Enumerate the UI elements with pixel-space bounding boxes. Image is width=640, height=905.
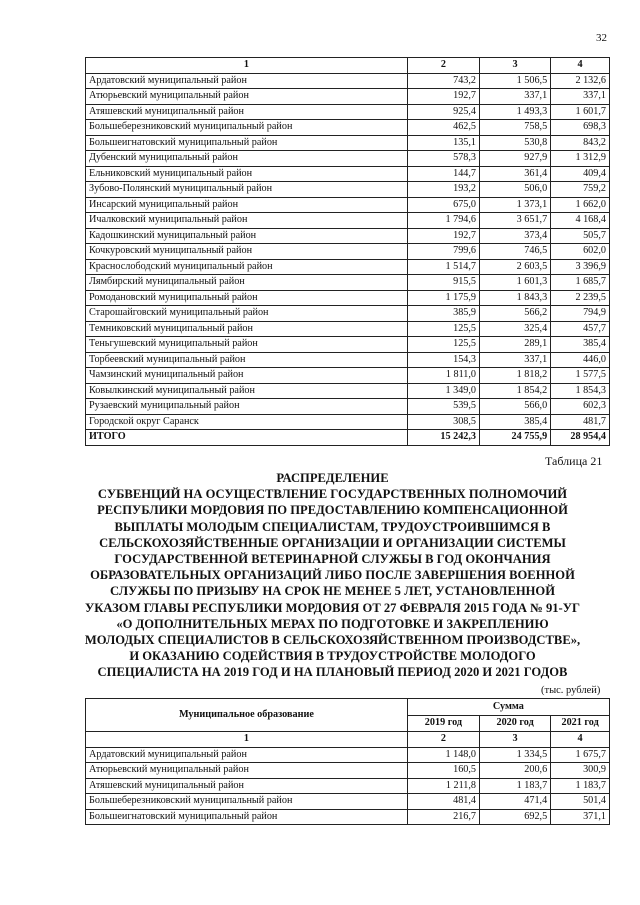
municipality-name: Краснослободский муниципальный район	[86, 259, 408, 275]
amount-cell: 2 132,6	[551, 73, 610, 89]
municipality-name: Торбеевский муниципальный район	[86, 352, 408, 368]
table-row	[86, 166, 610, 182]
table-row	[86, 104, 610, 120]
amount-cell: 799,6	[407, 244, 479, 260]
column-number: 1	[86, 58, 408, 74]
amount-cell: 135,1	[407, 135, 479, 151]
column-number: 3	[480, 58, 551, 74]
column-number: 4	[551, 58, 610, 74]
total-row	[86, 430, 610, 446]
amount-cell: 144,7	[407, 166, 479, 182]
units-label: (тыс. рублей)	[541, 685, 601, 696]
municipality-name: Ичалковский муниципальный район	[86, 213, 408, 229]
amount-cell: 566,2	[480, 306, 551, 322]
amount-cell: 602,0	[551, 244, 610, 260]
amount-cell: 446,0	[551, 352, 610, 368]
heading-line: РЕСПУБЛИКИ МОРДОВИЯ ПО ПРЕДОСТАВЛЕНИЮ КОМПЕНСАЦИОННОЙ	[97, 503, 568, 518]
municipality-name: Кочкуровский муниципальный район	[86, 244, 408, 260]
amount-cell: 481,7	[551, 414, 610, 430]
total-amount: 24 755,9	[480, 430, 551, 446]
amount-cell: 125,5	[407, 337, 479, 353]
amount-cell: 2 603,5	[480, 259, 551, 275]
page-number: 32	[596, 32, 607, 44]
amount-cell: 1 183,7	[551, 778, 610, 794]
municipality-name: Атяшевский муниципальный район	[86, 104, 408, 120]
heading-title: РАСПРЕДЕЛЕНИЕ	[276, 471, 389, 485]
table-row	[86, 778, 610, 794]
amount-cell: 1 506,5	[480, 73, 551, 89]
amount-cell: 1 675,7	[551, 747, 610, 763]
table-row	[86, 213, 610, 229]
amount-cell: 1 211,8	[407, 778, 479, 794]
table-row	[86, 259, 610, 275]
table-row	[86, 352, 610, 368]
sum-header: Сумма	[407, 699, 609, 716]
amount-cell: 1 854,3	[551, 383, 610, 399]
column-number-row	[86, 58, 610, 74]
table-body	[86, 747, 610, 825]
municipality-name: Дубенский муниципальный район	[86, 151, 408, 167]
amount-cell: 1 662,0	[551, 197, 610, 213]
total-amount: 28 954,4	[551, 430, 610, 446]
amount-cell: 1 373,1	[480, 197, 551, 213]
amount-cell: 915,5	[407, 275, 479, 291]
municipality-name: Большеберезниковский муниципальный район	[86, 794, 408, 810]
amount-cell: 216,7	[407, 809, 479, 825]
heading-line: МОЛОДЫХ СПЕЦИАЛИСТОВ В СЕЛЬСКОХОЗЯЙСТВЕННОМ ПРОИЗВОДСТВЕ»,	[84, 633, 581, 648]
heading-line: ГОСУДАРСТВЕННОЙ ВЕТЕРИНАРНОЙ СЛУЖБЫ В ГОД ОКОНЧАНИЯ	[114, 552, 551, 567]
table-body	[86, 73, 610, 445]
municipality-name: Ардатовский муниципальный район	[86, 747, 408, 763]
amount-cell: 125,5	[407, 321, 479, 337]
amount-cell: 602,3	[551, 399, 610, 415]
amount-cell: 692,5	[480, 809, 551, 825]
amount-cell: 758,5	[480, 120, 551, 136]
amount-cell: 1 601,7	[551, 104, 610, 120]
amount-cell: 1 685,7	[551, 275, 610, 291]
table-row	[86, 368, 610, 384]
amount-cell: 337,1	[551, 89, 610, 105]
table-row	[86, 321, 610, 337]
municipality-name: Зубово-Полянский муниципальный район	[86, 182, 408, 198]
heading-line: СПЕЦИАЛИСТА НА 2019 ГОД И НА ПЛАНОВЫЙ ПЕРИОД 2020 И 2021 ГОДОВ	[97, 665, 568, 680]
amount-cell: 385,4	[551, 337, 610, 353]
table-row	[86, 120, 610, 136]
amount-cell: 566,0	[480, 399, 551, 415]
municipality-name: Атяшевский муниципальный район	[86, 778, 408, 794]
amount-cell: 1 514,7	[407, 259, 479, 275]
table-row	[86, 228, 610, 244]
amount-cell: 325,4	[480, 321, 551, 337]
amount-cell: 4 168,4	[551, 213, 610, 229]
heading-line: СЛУЖБЫ ПО ПРИЗЫВУ НА СРОК НЕ МЕНЕЕ 5 ЛЕТ, УСТАНОВЛЕННОЙ	[109, 584, 556, 599]
amount-cell: 505,7	[551, 228, 610, 244]
column-number: 2	[407, 732, 479, 748]
year-header: 2021 год	[551, 715, 610, 732]
table-row	[86, 275, 610, 291]
municipality-name: Большеигнатовский муниципальный район	[86, 135, 408, 151]
amount-cell: 501,4	[551, 794, 610, 810]
table-row	[86, 182, 610, 198]
amount-cell: 192,7	[407, 228, 479, 244]
municipality-header: Муниципальное образование	[86, 699, 408, 732]
total-label: ИТОГО	[86, 430, 408, 446]
column-number: 2	[407, 58, 479, 74]
table-row	[86, 383, 610, 399]
amount-cell: 1 794,6	[407, 213, 479, 229]
municipality-name: Лямбирский муниципальный район	[86, 275, 408, 291]
municipality-name: Ардатовский муниципальный район	[86, 73, 408, 89]
amount-cell: 200,6	[480, 763, 551, 779]
table-row	[86, 290, 610, 306]
amount-cell: 3 396,9	[551, 259, 610, 275]
table-row	[86, 414, 610, 430]
amount-cell: 578,3	[407, 151, 479, 167]
amount-cell: 1 601,3	[480, 275, 551, 291]
heading-line: ВЫПЛАТЫ МОЛОДЫМ СПЕЦИАЛИСТАМ, ТРУДОУСТРОИВШИМСЯ В	[114, 519, 551, 534]
amount-cell: 1 854,2	[480, 383, 551, 399]
amount-cell: 337,1	[480, 89, 551, 105]
table-label: Таблица 21	[545, 454, 603, 468]
amount-cell: 361,4	[480, 166, 551, 182]
column-number: 4	[551, 732, 610, 748]
municipality-name: Рузаевский муниципальный район	[86, 399, 408, 415]
table-row	[86, 135, 610, 151]
amount-cell: 462,5	[407, 120, 479, 136]
amount-cell: 743,2	[407, 73, 479, 89]
amount-cell: 759,2	[551, 182, 610, 198]
amount-cell: 1 349,0	[407, 383, 479, 399]
amount-cell: 1 334,5	[480, 747, 551, 763]
amount-cell: 160,5	[407, 763, 479, 779]
amount-cell: 300,9	[551, 763, 610, 779]
amount-cell: 506,0	[480, 182, 551, 198]
amount-cell: 385,9	[407, 306, 479, 322]
amount-cell: 1 175,9	[407, 290, 479, 306]
municipality-name: Старошайговский муниципальный район	[86, 306, 408, 322]
amount-cell: 1 843,3	[480, 290, 551, 306]
year-header: 2020 год	[480, 715, 551, 732]
amount-cell: 371,1	[551, 809, 610, 825]
heading-line: СЕЛЬСКОХОЗЯЙСТВЕННЫЕ ОРГАНИЗАЦИИ И ОРГАНИЗАЦИИ СИСТЕМЫ	[99, 535, 566, 550]
amount-cell: 539,5	[407, 399, 479, 415]
amount-cell: 927,9	[480, 151, 551, 167]
municipality-name: Атюрьевский муниципальный район	[86, 89, 408, 105]
municipality-name: Кадошкинский муниципальный район	[86, 228, 408, 244]
heading-line: УКАЗОМ ГЛАВЫ РЕСПУБЛИКИ МОРДОВИЯ ОТ 27 ФЕВРАЛЯ 2015 ГОДА № 91-УГ	[84, 600, 581, 615]
amount-cell: 373,4	[480, 228, 551, 244]
amount-cell: 1 493,3	[480, 104, 551, 120]
amount-cell: 794,9	[551, 306, 610, 322]
amount-cell: 746,5	[480, 244, 551, 260]
amount-cell: 3 651,7	[480, 213, 551, 229]
column-number: 1	[86, 732, 408, 748]
table-row	[86, 763, 610, 779]
municipality-name: Большеберезниковский муниципальный район	[86, 120, 408, 136]
amount-cell: 289,1	[480, 337, 551, 353]
amount-cell: 675,0	[407, 197, 479, 213]
amount-cell: 843,2	[551, 135, 610, 151]
amount-cell: 308,5	[407, 414, 479, 430]
heading-line: ОБРАЗОВАТЕЛЬНЫХ ОРГАНИЗАЦИЙ ЛИБО ПОСЛЕ ЗАВЕРШЕНИЯ ВОЕННОЙ	[90, 568, 575, 583]
subsidy-distribution-table	[85, 698, 610, 825]
amount-cell: 385,4	[480, 414, 551, 430]
document-heading	[60, 470, 605, 681]
municipality-name: Чамзинский муниципальный район	[86, 368, 408, 384]
amount-cell: 1 577,5	[551, 368, 610, 384]
table-row	[86, 306, 610, 322]
subsidy-table-continued	[85, 57, 610, 446]
heading-line: И ОКАЗАНИЮ СОДЕЙСТВИЯ В ТРУДОУСТРОЙСТВЕ МОЛОДОГО	[129, 649, 536, 664]
amount-cell: 193,2	[407, 182, 479, 198]
amount-cell: 2 239,5	[551, 290, 610, 306]
table-row	[86, 151, 610, 167]
column-number: 3	[480, 732, 551, 748]
amount-cell: 530,8	[480, 135, 551, 151]
municipality-name: Инсарский муниципальный район	[86, 197, 408, 213]
total-amount: 15 242,3	[407, 430, 479, 446]
amount-cell: 1 818,2	[480, 368, 551, 384]
amount-cell: 698,3	[551, 120, 610, 136]
table-row	[86, 73, 610, 89]
table-row	[86, 747, 610, 763]
amount-cell: 471,4	[480, 794, 551, 810]
municipality-name: Городской округ Саранск	[86, 414, 408, 430]
amount-cell: 1 148,0	[407, 747, 479, 763]
amount-cell: 1 811,0	[407, 368, 479, 384]
heading-line: «О ДОПОЛНИТЕЛЬНЫХ МЕРАХ ПО ПОДГОТОВКЕ И ЗАКРЕПЛЕНИЮ	[116, 616, 549, 631]
municipality-name: Большеигнатовский муниципальный район	[86, 809, 408, 825]
amount-cell: 457,7	[551, 321, 610, 337]
table-row	[86, 399, 610, 415]
amount-cell: 192,7	[407, 89, 479, 105]
table-row	[86, 244, 610, 260]
amount-cell: 154,3	[407, 352, 479, 368]
table-row	[86, 794, 610, 810]
municipality-name: Атюрьевский муниципальный район	[86, 763, 408, 779]
municipality-name: Теньгушевский муниципальный район	[86, 337, 408, 353]
table-row	[86, 89, 610, 105]
table-row	[86, 197, 610, 213]
table-row	[86, 337, 610, 353]
amount-cell: 1 312,9	[551, 151, 610, 167]
amount-cell: 337,1	[480, 352, 551, 368]
year-header: 2019 год	[407, 715, 479, 732]
amount-cell: 925,4	[407, 104, 479, 120]
municipality-name: Ромодановский муниципальный район	[86, 290, 408, 306]
amount-cell: 1 183,7	[480, 778, 551, 794]
heading-line: СУБВЕНЦИЙ НА ОСУЩЕСТВЛЕНИЕ ГОСУДАРСТВЕННЫХ ПОЛНОМОЧИЙ	[97, 487, 568, 502]
amount-cell: 481,4	[407, 794, 479, 810]
municipality-name: Ковылкинский муниципальный район	[86, 383, 408, 399]
column-number-row	[86, 732, 610, 748]
table-row	[86, 809, 610, 825]
municipality-name: Темниковский муниципальный район	[86, 321, 408, 337]
amount-cell: 409,4	[551, 166, 610, 182]
municipality-name: Ельниковский муниципальный район	[86, 166, 408, 182]
